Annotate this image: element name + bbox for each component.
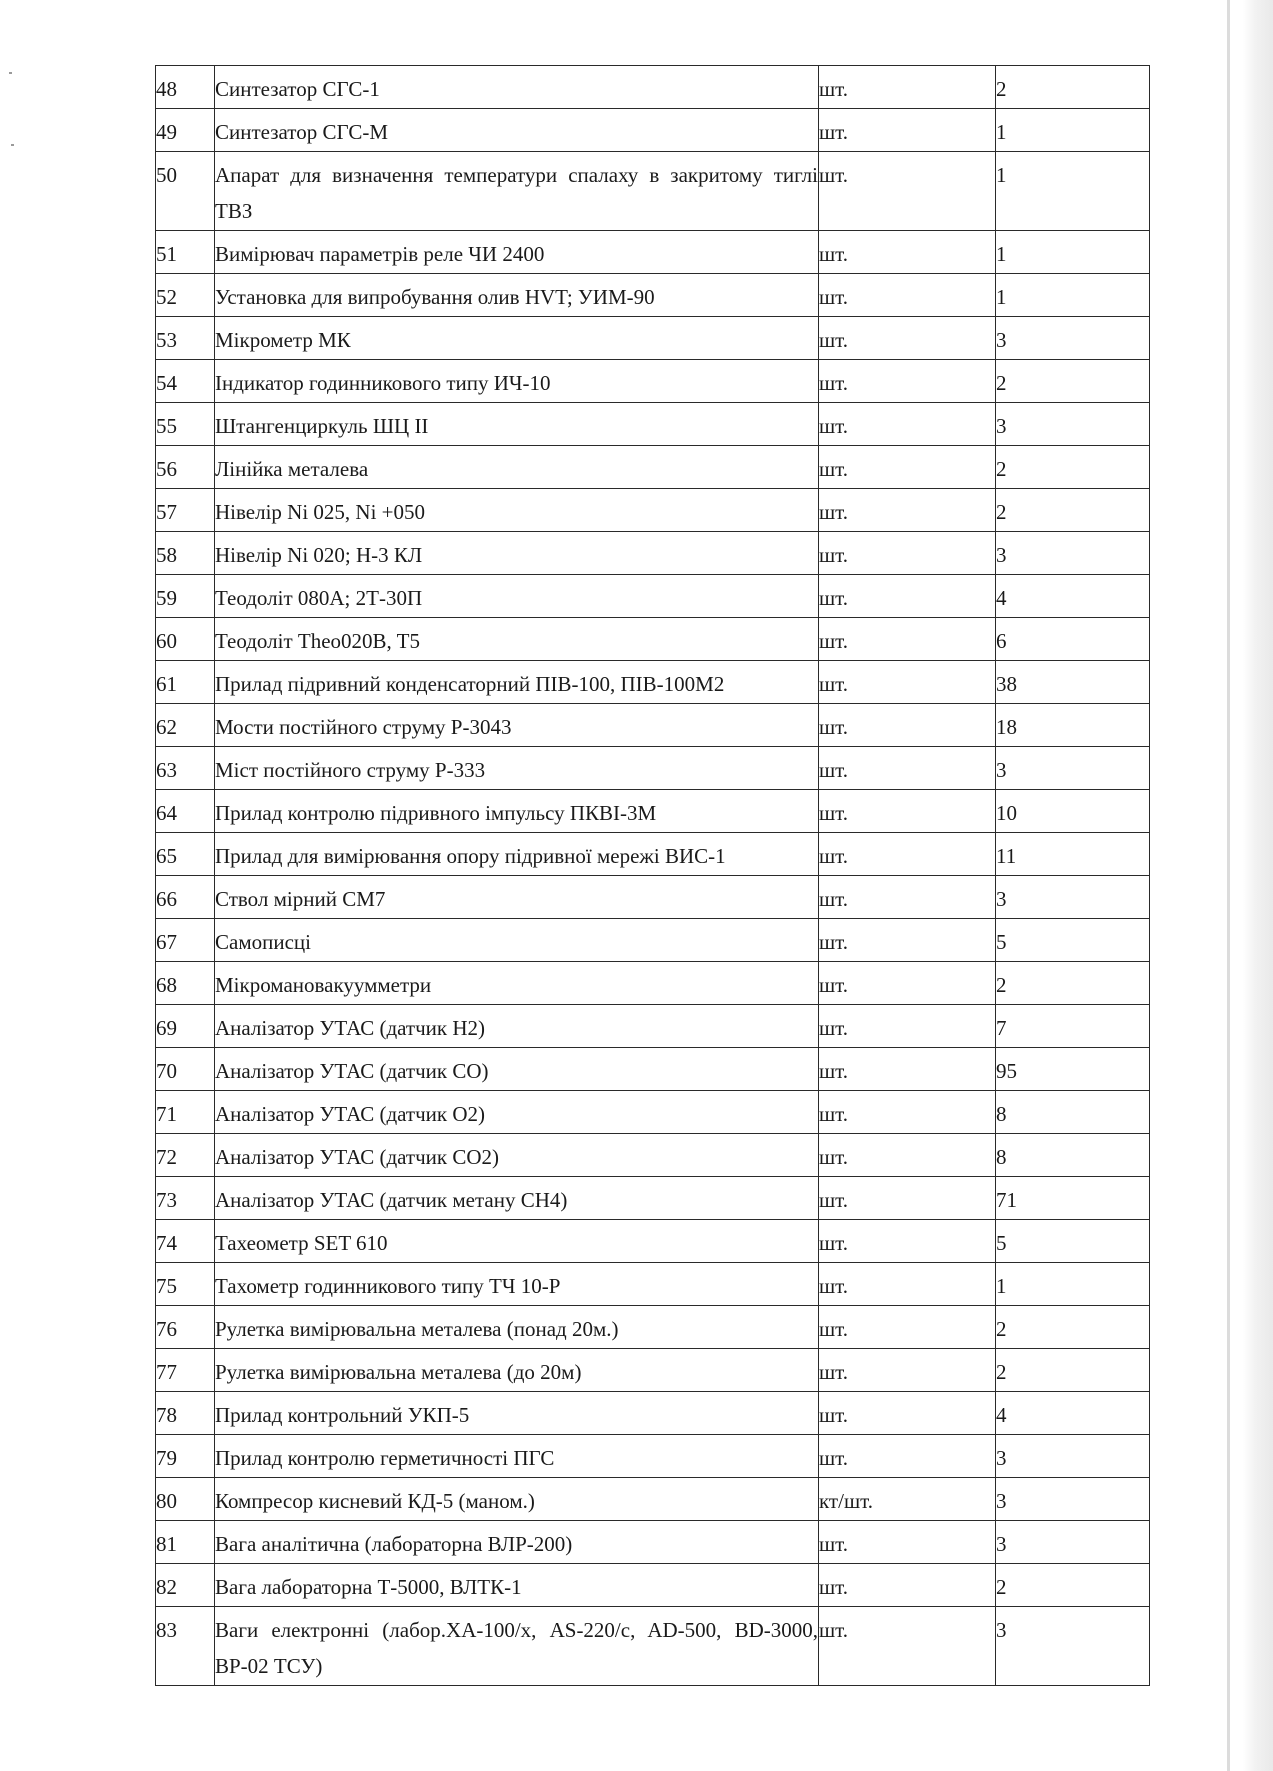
unit-cell: шт. <box>819 704 996 747</box>
quantity-cell: 1 <box>996 152 1150 231</box>
unit-cell: шт. <box>819 833 996 876</box>
item-name-cell: Теодоліт 080А; 2Т-30П <box>215 575 819 618</box>
item-name-cell: Установка для випробування олив HVT; УИМ-90 <box>215 274 819 317</box>
unit-cell: шт. <box>819 747 996 790</box>
unit-cell: шт. <box>819 109 996 152</box>
unit-cell: шт. <box>819 1521 996 1564</box>
table-row <box>156 1478 1150 1521</box>
row-number-cell: 69 <box>156 1005 215 1048</box>
unit-cell: шт. <box>819 575 996 618</box>
table-row <box>156 360 1150 403</box>
unit-cell: шт. <box>819 1607 996 1686</box>
row-number-cell: 53 <box>156 317 215 360</box>
item-name-cell: Аналізатор УТАС (датчик метану СН4) <box>215 1177 819 1220</box>
table-row <box>156 446 1150 489</box>
quantity-cell: 3 <box>996 317 1150 360</box>
table-row <box>156 1177 1150 1220</box>
row-number-cell: 54 <box>156 360 215 403</box>
item-name-cell: Прилад контролю герметичності ПГС <box>215 1435 819 1478</box>
unit-cell: шт. <box>819 1349 996 1392</box>
quantity-cell: 18 <box>996 704 1150 747</box>
scan-speck <box>9 72 12 74</box>
quantity-cell: 10 <box>996 790 1150 833</box>
table-row <box>156 1392 1150 1435</box>
unit-cell: шт. <box>819 532 996 575</box>
quantity-cell: 5 <box>996 1220 1150 1263</box>
table-row <box>156 661 1150 704</box>
quantity-cell: 6 <box>996 618 1150 661</box>
unit-cell: шт. <box>819 1564 996 1607</box>
unit-cell: шт. <box>819 1177 996 1220</box>
unit-cell: шт. <box>819 1091 996 1134</box>
unit-cell: шт. <box>819 919 996 962</box>
item-name-cell: Аналізатор УТАС (датчик О2) <box>215 1091 819 1134</box>
item-name-cell: Ствол мірний СМ7 <box>215 876 819 919</box>
quantity-cell: 11 <box>996 833 1150 876</box>
item-name-cell: Штангенциркуль ШЦ ІІ <box>215 403 819 446</box>
item-name-cell: Лінійка металева <box>215 446 819 489</box>
row-number-cell: 62 <box>156 704 215 747</box>
row-number-cell: 67 <box>156 919 215 962</box>
row-number-cell: 63 <box>156 747 215 790</box>
item-name-cell: Рулетка вимірювальна металева (до 20м) <box>215 1349 819 1392</box>
row-number-cell: 75 <box>156 1263 215 1306</box>
item-name-cell: Аналізатор УТАС (датчик Н2) <box>215 1005 819 1048</box>
item-name-cell: Вага лабораторна Т-5000, ВЛТК-1 <box>215 1564 819 1607</box>
equipment-table-body <box>156 66 1150 1686</box>
table-row <box>156 833 1150 876</box>
table-row <box>156 1091 1150 1134</box>
unit-cell: шт. <box>819 1392 996 1435</box>
row-number-cell: 61 <box>156 661 215 704</box>
quantity-cell: 3 <box>996 1521 1150 1564</box>
item-name-cell: Синтезатор СГС-1 <box>215 66 819 109</box>
item-name-cell: Прилад контрольний УКП-5 <box>215 1392 819 1435</box>
item-name-cell: Прилад для вимірювання опору підривної мережі ВИС-1 <box>215 833 819 876</box>
item-name-cell: Аналізатор УТАС (датчик СО) <box>215 1048 819 1091</box>
unit-cell: шт. <box>819 1435 996 1478</box>
item-name-cell: Вимірювач параметрів реле ЧИ 2400 <box>215 231 819 274</box>
table-row <box>156 747 1150 790</box>
row-number-cell: 51 <box>156 231 215 274</box>
row-number-cell: 81 <box>156 1521 215 1564</box>
quantity-cell: 71 <box>996 1177 1150 1220</box>
row-number-cell: 70 <box>156 1048 215 1091</box>
row-number-cell: 50 <box>156 152 215 231</box>
quantity-cell: 3 <box>996 1478 1150 1521</box>
row-number-cell: 52 <box>156 274 215 317</box>
quantity-cell: 95 <box>996 1048 1150 1091</box>
unit-cell: шт. <box>819 876 996 919</box>
row-number-cell: 59 <box>156 575 215 618</box>
unit-cell: шт. <box>819 618 996 661</box>
item-name-cell: Рулетка вимірювальна металева (понад 20м.) <box>215 1306 819 1349</box>
row-number-cell: 77 <box>156 1349 215 1392</box>
table-row <box>156 618 1150 661</box>
table-row <box>156 704 1150 747</box>
table-row <box>156 1306 1150 1349</box>
quantity-cell: 3 <box>996 1607 1150 1686</box>
unit-cell: шт. <box>819 1048 996 1091</box>
scan-speck <box>11 144 14 146</box>
unit-cell: шт. <box>819 1263 996 1306</box>
table-row <box>156 1435 1150 1478</box>
row-number-cell: 57 <box>156 489 215 532</box>
row-number-cell: 66 <box>156 876 215 919</box>
row-number-cell: 49 <box>156 109 215 152</box>
row-number-cell: 58 <box>156 532 215 575</box>
quantity-cell: 2 <box>996 489 1150 532</box>
item-name-cell: Ваги електронні (лабор.ХА-100/х, AS-220/c, AD-500, BD-3000, ВР-02 ТСУ) <box>215 1607 819 1686</box>
table-row <box>156 1134 1150 1177</box>
row-number-cell: 72 <box>156 1134 215 1177</box>
quantity-cell: 5 <box>996 919 1150 962</box>
quantity-cell: 2 <box>996 1564 1150 1607</box>
item-name-cell: Аналізатор УТАС (датчик СО2) <box>215 1134 819 1177</box>
quantity-cell: 38 <box>996 661 1150 704</box>
table-row <box>156 876 1150 919</box>
item-name-cell: Індикатор годинникового типу ИЧ-10 <box>215 360 819 403</box>
item-name-cell: Тахеометр SET 610 <box>215 1220 819 1263</box>
unit-cell: шт. <box>819 1005 996 1048</box>
unit-cell: шт. <box>819 446 996 489</box>
quantity-cell: 8 <box>996 1091 1150 1134</box>
unit-cell: шт. <box>819 66 996 109</box>
quantity-cell: 3 <box>996 747 1150 790</box>
unit-cell: шт. <box>819 1134 996 1177</box>
unit-cell: шт. <box>819 152 996 231</box>
row-number-cell: 79 <box>156 1435 215 1478</box>
item-name-cell: Тахометр годинникового типу ТЧ 10-Р <box>215 1263 819 1306</box>
quantity-cell: 2 <box>996 360 1150 403</box>
table-row <box>156 274 1150 317</box>
table-row <box>156 231 1150 274</box>
table-row <box>156 1521 1150 1564</box>
quantity-cell: 1 <box>996 109 1150 152</box>
table-row <box>156 1607 1150 1686</box>
quantity-cell: 1 <box>996 1263 1150 1306</box>
item-name-cell: Теодоліт Theo020B, T5 <box>215 618 819 661</box>
item-name-cell: Компресор кисневий КД-5 (маном.) <box>215 1478 819 1521</box>
item-name-cell: Вага аналітична (лабораторна ВЛР-200) <box>215 1521 819 1564</box>
row-number-cell: 74 <box>156 1220 215 1263</box>
unit-cell: шт. <box>819 403 996 446</box>
table-row <box>156 66 1150 109</box>
scan-edge-line <box>1227 0 1230 1771</box>
item-name-cell: Нівелір Ni 020; Н-3 КЛ <box>215 532 819 575</box>
row-number-cell: 82 <box>156 1564 215 1607</box>
row-number-cell: 65 <box>156 833 215 876</box>
unit-cell: шт. <box>819 962 996 1005</box>
table-row <box>156 109 1150 152</box>
row-number-cell: 60 <box>156 618 215 661</box>
table-row <box>156 575 1150 618</box>
item-name-cell: Самописці <box>215 919 819 962</box>
quantity-cell: 2 <box>996 446 1150 489</box>
table-row <box>156 1220 1150 1263</box>
unit-cell: шт. <box>819 1220 996 1263</box>
table-row <box>156 1349 1150 1392</box>
table-row <box>156 1263 1150 1306</box>
row-number-cell: 71 <box>156 1091 215 1134</box>
quantity-cell: 8 <box>996 1134 1150 1177</box>
equipment-table <box>155 65 1150 1686</box>
unit-cell: шт. <box>819 489 996 532</box>
table-row <box>156 1048 1150 1091</box>
quantity-cell: 3 <box>996 403 1150 446</box>
item-name-cell: Міст постійного струму Р-333 <box>215 747 819 790</box>
unit-cell: кт/шт. <box>819 1478 996 1521</box>
table-row <box>156 1564 1150 1607</box>
item-name-cell: Прилад контролю підривного імпульсу ПКВІ-3М <box>215 790 819 833</box>
row-number-cell: 78 <box>156 1392 215 1435</box>
row-number-cell: 76 <box>156 1306 215 1349</box>
table-row <box>156 532 1150 575</box>
item-name-cell: Мікрометр МК <box>215 317 819 360</box>
row-number-cell: 80 <box>156 1478 215 1521</box>
quantity-cell: 2 <box>996 1349 1150 1392</box>
item-name-cell: Мости постійного струму Р-3043 <box>215 704 819 747</box>
table-row <box>156 962 1150 1005</box>
item-name-cell: Синтезатор СГС-М <box>215 109 819 152</box>
item-name-cell: Апарат для визначення температури спалаху в закритому тиглі ТВЗ <box>215 152 819 231</box>
row-number-cell: 68 <box>156 962 215 1005</box>
table-row <box>156 152 1150 231</box>
table-row <box>156 790 1150 833</box>
table-row <box>156 403 1150 446</box>
unit-cell: шт. <box>819 231 996 274</box>
unit-cell: шт. <box>819 1306 996 1349</box>
unit-cell: шт. <box>819 790 996 833</box>
table-row <box>156 1005 1150 1048</box>
quantity-cell: 4 <box>996 575 1150 618</box>
item-name-cell: Нівелір Ni 025, Ni +050 <box>215 489 819 532</box>
quantity-cell: 7 <box>996 1005 1150 1048</box>
row-number-cell: 73 <box>156 1177 215 1220</box>
unit-cell: шт. <box>819 274 996 317</box>
document-page <box>155 65 1149 1686</box>
row-number-cell: 64 <box>156 790 215 833</box>
quantity-cell: 2 <box>996 66 1150 109</box>
unit-cell: шт. <box>819 360 996 403</box>
item-name-cell: Мікромановакуумметри <box>215 962 819 1005</box>
table-row <box>156 489 1150 532</box>
quantity-cell: 1 <box>996 231 1150 274</box>
quantity-cell: 3 <box>996 876 1150 919</box>
item-name-cell: Прилад підривний конденсаторний ПІВ-100, ПІВ-100М2 <box>215 661 819 704</box>
quantity-cell: 4 <box>996 1392 1150 1435</box>
quantity-cell: 3 <box>996 532 1150 575</box>
unit-cell: шт. <box>819 317 996 360</box>
table-row <box>156 919 1150 962</box>
quantity-cell: 2 <box>996 962 1150 1005</box>
table-row <box>156 317 1150 360</box>
quantity-cell: 1 <box>996 274 1150 317</box>
row-number-cell: 48 <box>156 66 215 109</box>
unit-cell: шт. <box>819 661 996 704</box>
quantity-cell: 3 <box>996 1435 1150 1478</box>
row-number-cell: 56 <box>156 446 215 489</box>
row-number-cell: 83 <box>156 1607 215 1686</box>
scan-page-edge <box>1243 0 1273 1771</box>
quantity-cell: 2 <box>996 1306 1150 1349</box>
row-number-cell: 55 <box>156 403 215 446</box>
